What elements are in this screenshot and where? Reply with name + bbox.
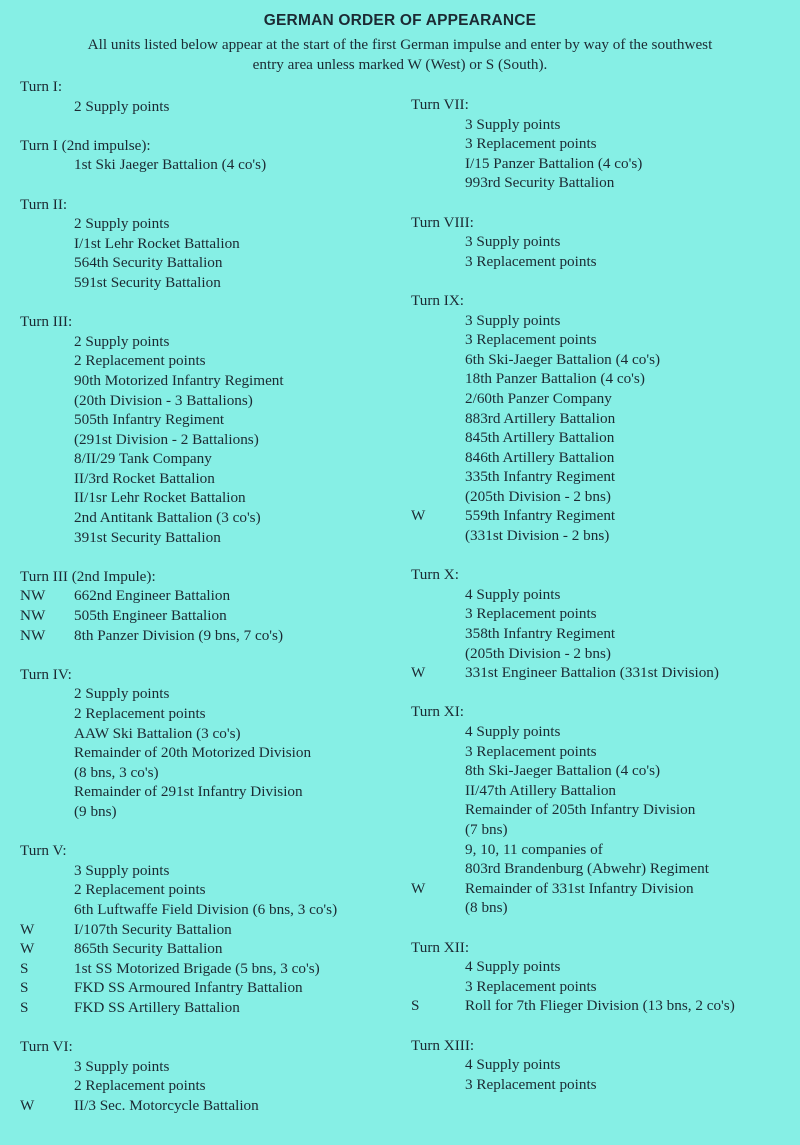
unit-entry [411, 311, 791, 331]
unit-text: 559th Infantry Regiment [465, 507, 616, 525]
unit-entry [411, 996, 791, 1016]
unit-text: FKD SS Armoured Infantry Battalion [74, 979, 303, 997]
entry-area-code [20, 763, 74, 783]
entry-area-code [411, 350, 465, 370]
unit-entry [411, 428, 791, 448]
unit-text: Roll for 7th Flieger Division (13 bns, 2 co's) [465, 997, 735, 1015]
unit-text: 335th Infantry Regiment [465, 468, 616, 486]
unit-entry [20, 724, 400, 744]
entry-area-code: W [20, 920, 35, 938]
unit-text: 662nd Engineer Battalion [74, 587, 231, 605]
turn-block [411, 213, 791, 272]
unit-entry [411, 389, 791, 409]
unit-text: 3 Supply points [465, 233, 561, 251]
unit-text: 2 Supply points [74, 215, 170, 233]
entry-area-code [20, 332, 74, 352]
unit-text: 3 Supply points [465, 311, 561, 329]
entry-area-code [411, 252, 465, 272]
unit-text: 2 Supply points [74, 97, 170, 115]
unit-entry [20, 606, 400, 626]
right-column [411, 95, 791, 1114]
unit-text: Remainder of 205th Infantry Division [465, 801, 696, 819]
unit-text: 2 Replacement points [74, 705, 206, 722]
unit-text: 9, 10, 11 companies of [465, 840, 603, 858]
unit-text: 3 Replacement points [465, 135, 597, 153]
unit-entry [20, 97, 400, 117]
unit-entry [411, 252, 791, 272]
entry-area-code [411, 173, 465, 193]
unit-text: 3 Replacement points [465, 331, 597, 349]
unit-entry [20, 1057, 400, 1077]
intro-text [20, 35, 780, 74]
unit-entry [411, 487, 791, 507]
turn-block [411, 95, 791, 193]
unit-text: (20th Division - 3 Battalions) [74, 391, 253, 409]
unit-entry [411, 134, 791, 154]
unit-text: (291st Division - 2 Battalions) [74, 430, 259, 448]
unit-text: I/1st Lehr Rocket Battalion [74, 234, 240, 252]
unit-text: 3 Supply points [74, 861, 170, 879]
unit-entry [20, 214, 400, 234]
entry-area-code [20, 528, 74, 548]
entry-area-code [20, 684, 74, 704]
entry-area-code [411, 624, 465, 644]
entry-area-code [411, 977, 465, 997]
entry-area-code: W [411, 879, 426, 897]
unit-entry [411, 350, 791, 370]
unit-entry [20, 959, 400, 979]
unit-entry [411, 409, 791, 429]
turn-block [20, 195, 400, 293]
unit-entry [20, 488, 400, 508]
entry-area-code [411, 487, 465, 507]
entry-area-code [20, 351, 74, 371]
turn-heading: Turn V: [20, 842, 67, 860]
entry-area-code [20, 371, 74, 391]
entry-area-code [20, 469, 74, 489]
intro-line-1: All units listed below appear at the start of the first German impulse and enter by way of the southwest [87, 36, 713, 53]
entry-area-code [411, 428, 465, 448]
entry-area-code [411, 604, 465, 624]
turn-block [411, 291, 791, 546]
unit-text: (205th Division - 2 bns) [465, 644, 611, 662]
entry-area-code [411, 1055, 465, 1075]
unit-entry [411, 154, 791, 174]
unit-text: 2 Supply points [74, 685, 170, 703]
entry-area-code [411, 742, 465, 762]
unit-entry [411, 330, 791, 350]
entry-area-code [411, 526, 465, 546]
unit-text: 2nd Antitank Battalion (3 co's) [74, 509, 261, 527]
entry-area-code: W [411, 664, 426, 682]
unit-entry [411, 526, 791, 546]
unit-text: 2 Replacement points [74, 1077, 206, 1095]
entry-area-code: W [20, 940, 35, 958]
intro-line-2: entry area unless marked W (West) or S (South). [252, 55, 548, 73]
unit-entry [411, 742, 791, 762]
entry-area-code [411, 369, 465, 389]
unit-entry [411, 957, 791, 977]
unit-entry [20, 449, 400, 469]
turn-heading: Turn III (2nd Impule): [20, 567, 156, 585]
unit-text: Remainder of 20th Motorized Division [74, 744, 312, 762]
unit-entry [20, 684, 400, 704]
turn-heading: Turn XIII: [411, 1036, 475, 1054]
unit-entry [20, 332, 400, 352]
entry-area-code [411, 957, 465, 977]
unit-text: (8 bns, 3 co's) [74, 763, 159, 781]
unit-entry [411, 722, 791, 742]
entry-area-code [20, 391, 74, 411]
turn-block [20, 567, 400, 645]
unit-entry [411, 644, 791, 664]
turn-block [411, 1036, 791, 1095]
unit-entry [20, 1076, 400, 1096]
unit-entry [411, 369, 791, 389]
unit-entry [411, 781, 791, 801]
unit-text: (7 bns) [465, 820, 508, 838]
entry-area-code [20, 155, 74, 175]
unit-entry [20, 998, 400, 1018]
unit-text: Remainder of 331st Infantry Division [465, 879, 694, 897]
unit-text: 6th Ski-Jaeger Battalion (4 co's) [465, 350, 661, 368]
entry-area-code [20, 410, 74, 430]
unit-text: (9 bns) [74, 802, 117, 820]
unit-text: 846th Artillery Battalion [465, 448, 615, 466]
turn-heading: Turn II: [20, 195, 68, 213]
turn-heading: Turn X: [411, 566, 459, 584]
unit-text: Remainder of 291st Infantry Division [74, 783, 303, 801]
turn-heading: Turn IX: [411, 291, 465, 309]
entry-area-code [411, 134, 465, 154]
unit-text: 4 Supply points [465, 958, 561, 976]
entry-area-code: S [20, 979, 29, 997]
unit-entry [411, 898, 791, 918]
unit-text: 18th Panzer Battalion (4 co's) [465, 370, 645, 388]
entry-area-code [20, 900, 74, 920]
turn-block [20, 665, 400, 822]
unit-text: 505th Engineer Battalion [74, 607, 227, 625]
entry-area-code [411, 820, 465, 840]
turn-block [20, 136, 400, 175]
turn-heading: Turn I (2nd impulse): [20, 136, 151, 154]
unit-text: 803rd Brandenburg (Abwehr) Regiment [465, 860, 709, 878]
entry-area-code [20, 743, 74, 763]
entry-area-code [20, 704, 74, 724]
entry-area-code [20, 488, 74, 508]
unit-text: (331st Division - 2 bns) [465, 527, 610, 545]
unit-entry [411, 624, 791, 644]
unit-entry [411, 448, 791, 468]
unit-text: AAW Ski Battalion (3 co's) [74, 724, 241, 742]
entry-area-code [20, 449, 74, 469]
unit-entry [411, 800, 791, 820]
unit-text: 591st Security Battalion [74, 273, 221, 291]
unit-text: 505th Infantry Regiment [74, 411, 225, 429]
unit-entry [20, 920, 400, 940]
entry-area-code [411, 781, 465, 801]
unit-entry [20, 782, 400, 802]
turn-block [411, 702, 791, 918]
unit-entry [20, 273, 400, 293]
unit-text: (205th Division - 2 bns) [465, 487, 611, 505]
turn-heading: Turn VI: [20, 1038, 73, 1056]
entry-area-code [411, 311, 465, 331]
entry-area-code [20, 253, 74, 273]
unit-entry [20, 939, 400, 959]
unit-text: 331st Engineer Battalion (331st Division) [465, 664, 719, 682]
turn-heading: Turn IV: [20, 665, 72, 683]
unit-entry [20, 430, 400, 450]
page-title: GERMAN ORDER OF APPEARANCE [263, 12, 537, 29]
unit-text: 1st Ski Jaeger Battalion (4 co's) [74, 156, 267, 174]
entry-area-code [411, 800, 465, 820]
unit-entry [20, 469, 400, 489]
turn-block [411, 938, 791, 1016]
turn-heading: Turn VIII: [411, 213, 474, 231]
turn-heading: Turn VII: [411, 96, 469, 113]
unit-entry [20, 155, 400, 175]
entry-area-code [411, 1075, 465, 1095]
unit-text: 1st SS Motorized Brigade (5 bns, 3 co's) [74, 959, 320, 977]
entry-area-code [20, 97, 74, 117]
unit-entry [411, 173, 791, 193]
unit-entry [411, 467, 791, 487]
unit-text: II/47th Atillery Battalion [465, 781, 617, 799]
unit-entry [411, 761, 791, 781]
unit-text: 3 Replacement points [465, 742, 597, 760]
unit-text: 845th Artillery Battalion [465, 429, 615, 447]
unit-entry [20, 253, 400, 273]
entry-area-code [411, 154, 465, 174]
unit-text: 391st Security Battalion [74, 528, 221, 546]
unit-entry [20, 978, 400, 998]
unit-text: 4 Supply points [465, 585, 561, 603]
unit-text: (8 bns) [465, 899, 508, 917]
unit-entry [20, 586, 400, 606]
unit-text: II/1sr Lehr Rocket Battalion [74, 489, 246, 507]
unit-text: 8th Panzer Division (9 bns, 7 co's) [74, 626, 284, 644]
unit-text: 2 Replacement points [74, 881, 206, 899]
unit-entry [20, 880, 400, 900]
unit-entry [20, 704, 400, 724]
entry-area-code: NW [20, 587, 46, 605]
entry-area-code [411, 232, 465, 252]
entry-area-code: S [20, 998, 29, 1016]
entry-area-code: W [20, 1096, 35, 1114]
entry-area-code [20, 1076, 74, 1096]
unit-entry [411, 859, 791, 879]
entry-area-code [411, 115, 465, 135]
turn-block [20, 841, 400, 1017]
unit-text: 8/II/29 Tank Company [74, 450, 212, 468]
unit-entry [20, 508, 400, 528]
unit-entry [20, 900, 400, 920]
unit-entry [411, 879, 791, 899]
unit-text: 4 Supply points [465, 723, 561, 740]
turn-block [20, 77, 400, 116]
unit-text: 865th Security Battalion [74, 940, 223, 958]
entry-area-code [411, 840, 465, 860]
unit-entry [411, 820, 791, 840]
unit-entry [20, 234, 400, 254]
unit-text: I/107th Security Battalion [74, 920, 232, 938]
unit-text: II/3rd Rocket Battalion [74, 469, 215, 487]
unit-text: 3 Replacement points [465, 1075, 597, 1093]
unit-text: 883rd Artillery Battalion [465, 409, 616, 427]
unit-text: 993rd Security Battalion [465, 174, 615, 192]
entry-area-code [20, 234, 74, 254]
unit-entry [411, 977, 791, 997]
unit-text: 6th Luftwaffe Field Division (6 bns, 3 co's) [74, 900, 338, 918]
entry-area-code: S [20, 959, 29, 977]
entry-area-code [20, 273, 74, 293]
turn-block [20, 1037, 400, 1115]
entry-area-code: NW [20, 607, 46, 625]
unit-entry [20, 410, 400, 430]
unit-entry [411, 840, 791, 860]
unit-text: 2 Supply points [74, 332, 170, 350]
unit-text: 2/60th Panzer Company [465, 389, 612, 407]
entry-area-code [411, 859, 465, 879]
unit-text: 4 Supply points [465, 1056, 561, 1074]
entry-area-code [20, 214, 74, 234]
turn-heading: Turn XI: [411, 703, 465, 721]
unit-entry [20, 802, 400, 822]
turn-heading: Turn III: [20, 313, 73, 331]
unit-text: 3 Supply points [465, 115, 561, 133]
turn-heading: Turn I: [20, 78, 63, 95]
unit-entry [411, 506, 791, 526]
unit-entry [20, 371, 400, 391]
entry-area-code [411, 722, 465, 742]
unit-entry [20, 391, 400, 411]
unit-entry [20, 763, 400, 783]
unit-entry [411, 232, 791, 252]
unit-entry [411, 604, 791, 624]
unit-text: I/15 Panzer Battalion (4 co's) [465, 154, 643, 172]
unit-text: II/3 Sec. Motorcycle Battalion [74, 1096, 259, 1114]
unit-entry [411, 1075, 791, 1095]
unit-text: 8th Ski-Jaeger Battalion (4 co's) [465, 762, 661, 780]
left-column [20, 77, 400, 1135]
entry-area-code [20, 880, 74, 900]
entry-area-code [411, 644, 465, 664]
entry-area-code [411, 467, 465, 487]
entry-area-code [20, 782, 74, 802]
entry-area-code: S [411, 997, 420, 1015]
unit-text: 2 Replacement points [74, 352, 206, 370]
unit-entry [411, 1055, 791, 1075]
unit-text: 3 Supply points [74, 1057, 170, 1075]
unit-text: 3 Replacement points [465, 977, 597, 995]
turn-heading: Turn XII: [411, 938, 470, 956]
unit-entry [20, 351, 400, 371]
unit-text: 3 Replacement points [465, 252, 597, 270]
entry-area-code [20, 802, 74, 822]
unit-text: FKD SS Artillery Battalion [74, 998, 240, 1016]
turn-block [411, 565, 791, 683]
entry-area-code [20, 430, 74, 450]
unit-entry [20, 528, 400, 548]
turn-block [20, 312, 400, 547]
entry-area-code [411, 330, 465, 350]
entry-area-code [20, 1057, 74, 1077]
entry-area-code [20, 724, 74, 744]
entry-area-code [20, 508, 74, 528]
entry-area-code [411, 448, 465, 468]
unit-text: 3 Replacement points [465, 605, 597, 623]
unit-text: 90th Motorized Infantry Regiment [74, 371, 284, 389]
entry-area-code: NW [20, 626, 46, 644]
entry-area-code [411, 409, 465, 429]
entry-area-code [20, 861, 74, 881]
unit-entry [20, 626, 400, 646]
entry-area-code [411, 389, 465, 409]
unit-text: 564th Security Battalion [74, 254, 223, 272]
unit-entry [20, 861, 400, 881]
entry-area-code [411, 585, 465, 605]
entry-area-code: W [411, 507, 426, 525]
entry-area-code [411, 761, 465, 781]
unit-text: 358th Infantry Regiment [465, 625, 616, 643]
unit-entry [20, 1096, 400, 1116]
unit-entry [411, 663, 791, 683]
unit-entry [411, 115, 791, 135]
unit-entry [20, 743, 400, 763]
unit-entry [411, 585, 791, 605]
entry-area-code [411, 898, 465, 918]
